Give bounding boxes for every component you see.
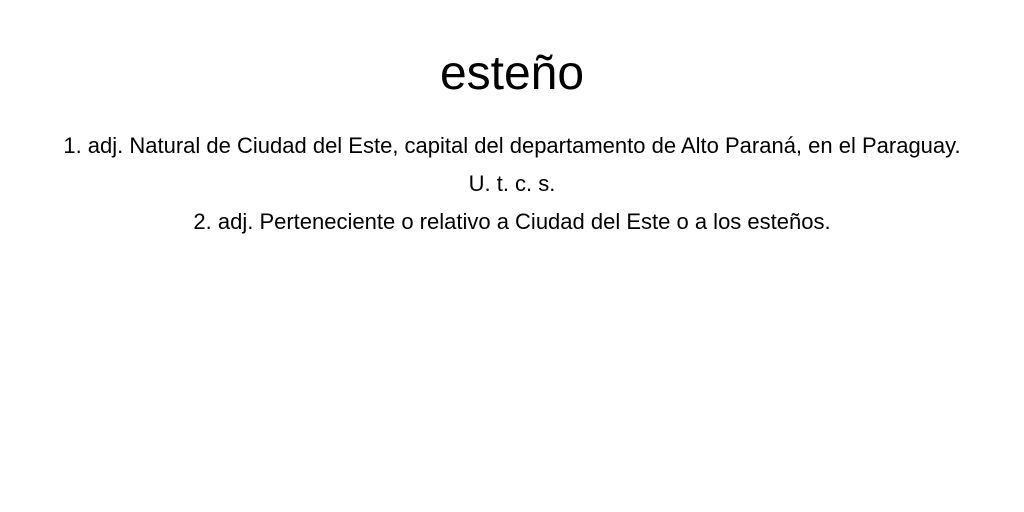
sense-2: 2. adj. Perteneciente o relativo a Ciudad del Este o a los esteños. [193,209,831,234]
sense-1: 1. adj. Natural de Ciudad del Este, capital del departamento de Alto Paraná, en el Paraguay. U. t. c. s. [63,133,961,196]
entry-headword: esteño [439,47,585,100]
sense-list [62,127,962,241]
